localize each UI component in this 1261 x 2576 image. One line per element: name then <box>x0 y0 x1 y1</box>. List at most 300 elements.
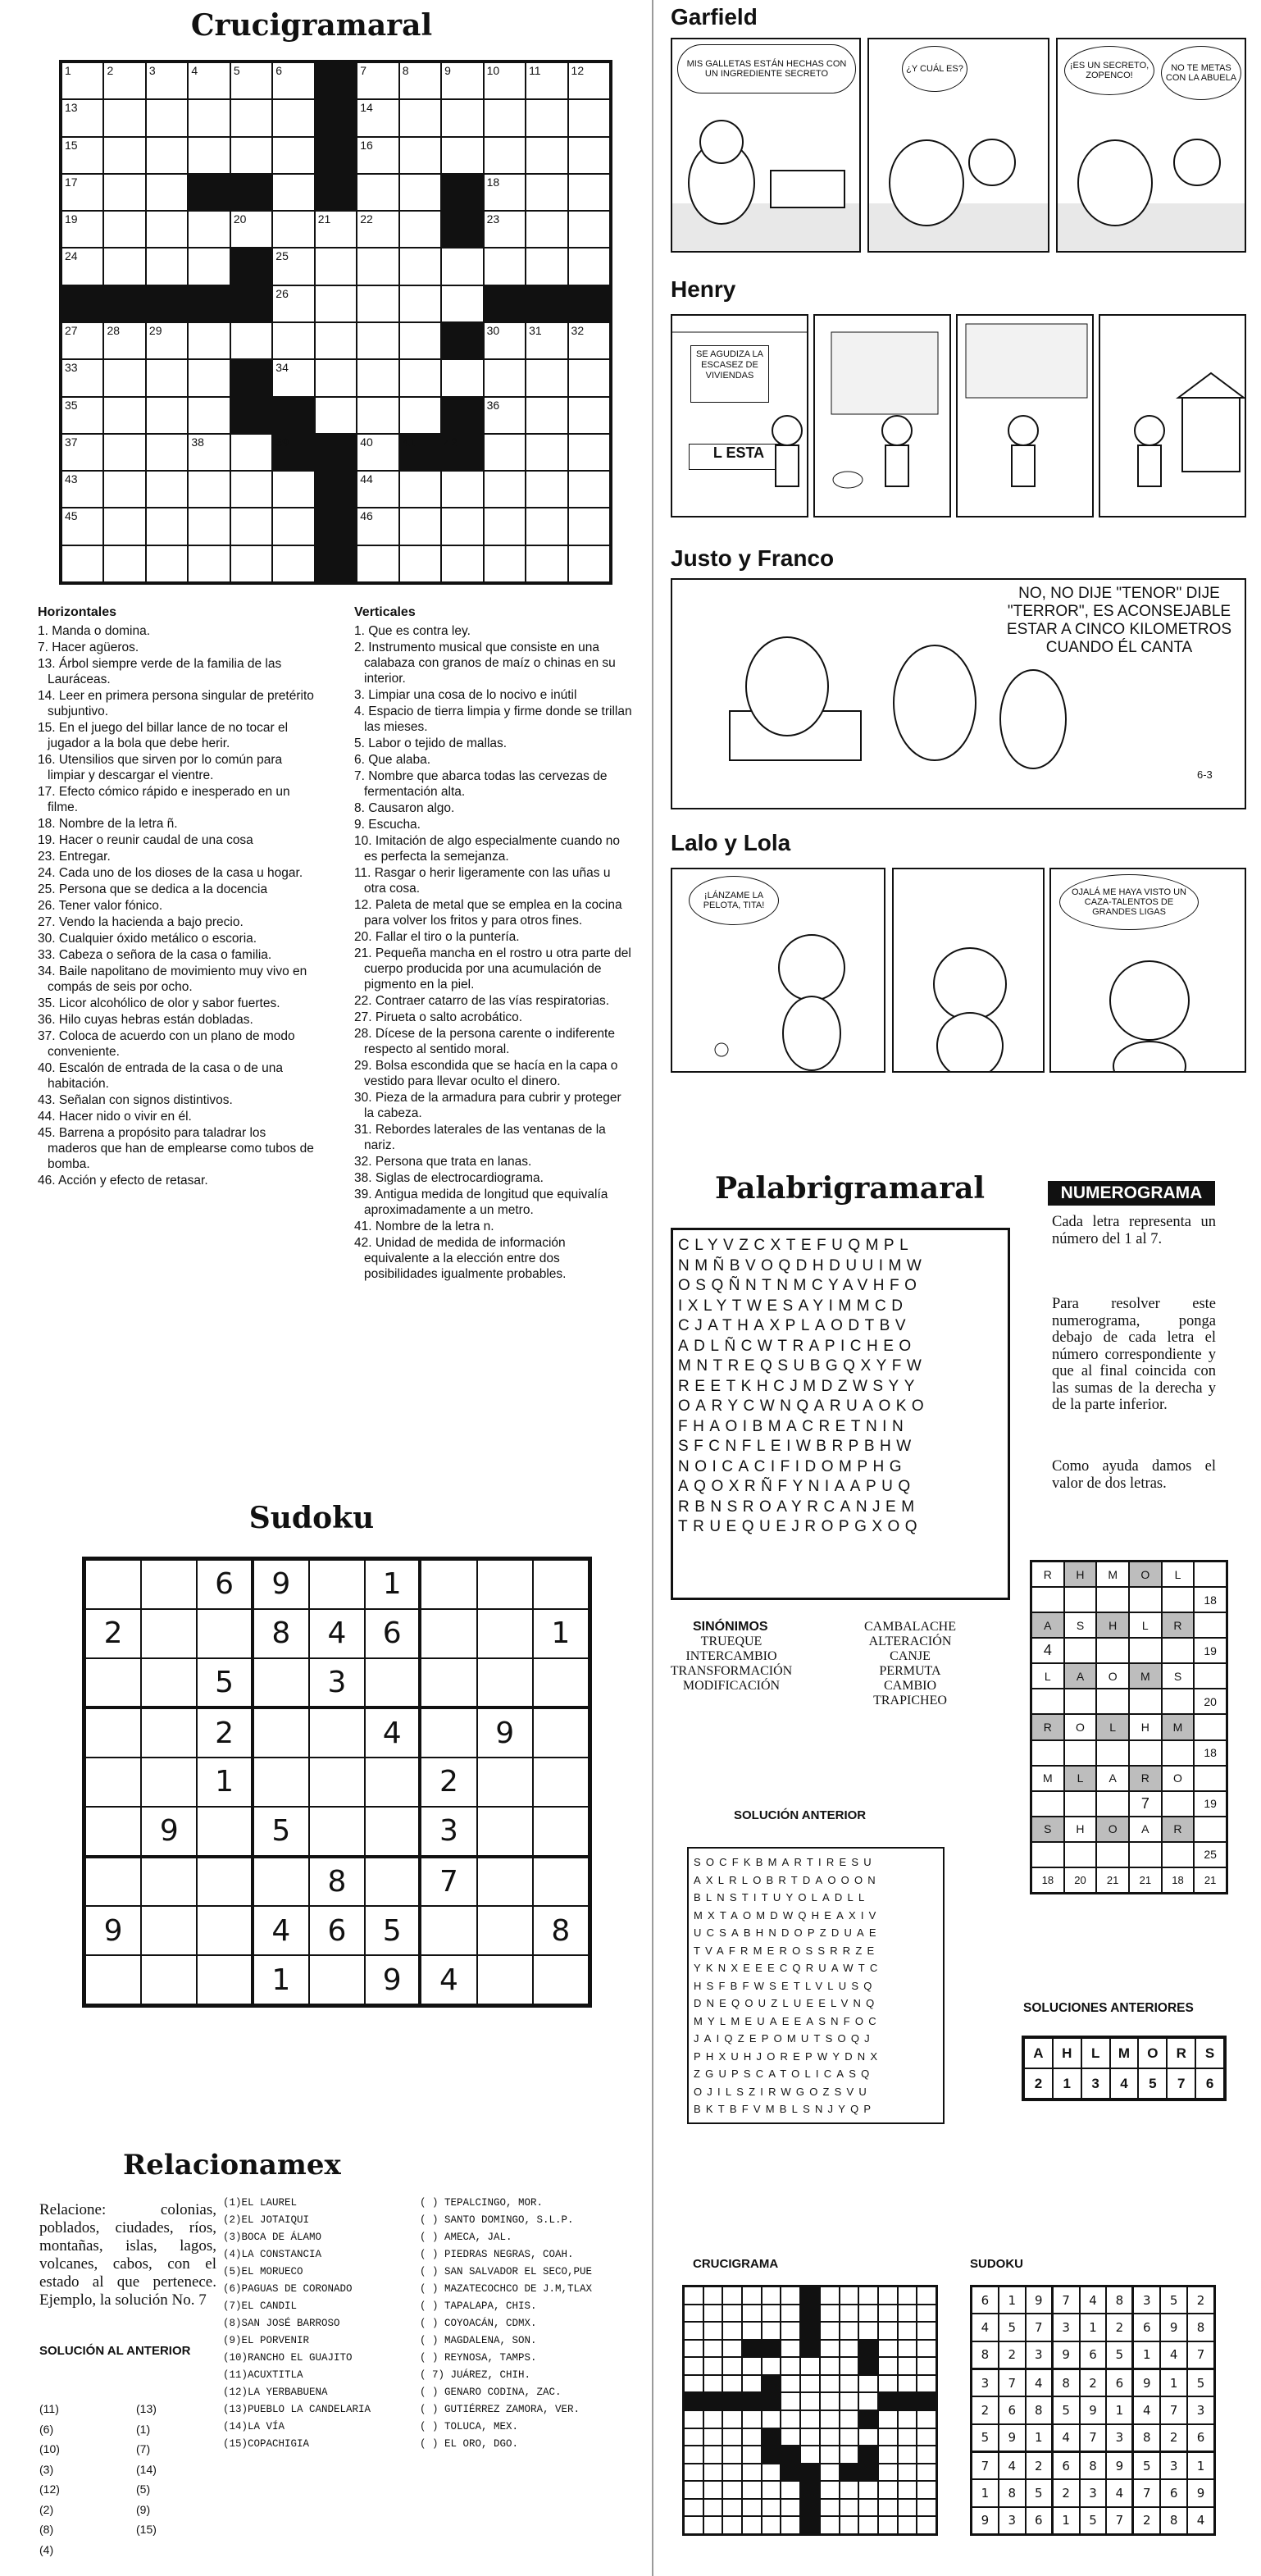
crossword-cell[interactable] <box>441 285 483 322</box>
sudoku-cell[interactable] <box>309 1708 365 1758</box>
crossword-cell[interactable] <box>526 434 567 471</box>
numerograma-answer-cell[interactable] <box>1162 1638 1195 1663</box>
crossword-cell[interactable] <box>526 359 567 396</box>
garfield-title: Garfield <box>671 4 758 30</box>
numerograma-answer-cell[interactable] <box>1162 1689 1195 1714</box>
numerograma-answer-cell[interactable] <box>1064 1689 1097 1714</box>
crossword-cell[interactable] <box>188 508 230 545</box>
crossword-cell[interactable] <box>441 99 483 136</box>
numerograma-answer-cell[interactable] <box>1162 1842 1195 1867</box>
crossword-cell <box>858 2286 878 2305</box>
crossword-cell[interactable] <box>230 137 272 174</box>
crossword-cell[interactable] <box>188 471 230 508</box>
crossword-cell[interactable] <box>484 359 526 396</box>
crossword-cell[interactable] <box>441 248 483 285</box>
numerograma-answer-cell[interactable] <box>1064 1791 1097 1817</box>
sudoku-cell[interactable] <box>141 1560 197 1609</box>
numerograma-answer-cell[interactable] <box>1031 1587 1064 1612</box>
numerograma-answer-cell[interactable] <box>1129 1689 1162 1714</box>
crossword-cell[interactable] <box>526 508 567 545</box>
garfield-drawing-2 <box>869 39 1049 253</box>
crossword-cell[interactable] <box>61 248 103 285</box>
crossword-cell[interactable] <box>441 508 483 545</box>
crossword-cell[interactable] <box>484 174 526 211</box>
crossword-cell[interactable] <box>188 322 230 359</box>
crossword-cell[interactable] <box>441 545 483 582</box>
crossword-cell[interactable] <box>146 211 188 248</box>
relacion-state[interactable]: ( ) TAPALAPA, CHIS. <box>420 2300 537 2312</box>
crossword-cell[interactable] <box>272 508 314 545</box>
crossword-cell[interactable] <box>399 137 441 174</box>
numerograma-answer-cell[interactable] <box>1129 1740 1162 1766</box>
sudoku-cell[interactable] <box>85 1955 141 2004</box>
crossword-cell[interactable] <box>357 508 398 545</box>
relacion-state[interactable]: ( ) TOLUCA, MEX. <box>420 2421 519 2432</box>
sudoku-cell[interactable] <box>533 1708 589 1758</box>
numerograma-answer-cell[interactable] <box>1129 1842 1162 1867</box>
crossword-black-cell <box>230 397 272 434</box>
relacion-state[interactable]: ( ) REYNOSA, TAMPS. <box>420 2352 537 2364</box>
crossword-grid[interactable] <box>59 60 612 585</box>
crossword-cell[interactable] <box>441 137 483 174</box>
crossword-cell[interactable] <box>103 471 145 508</box>
sudoku-cell[interactable] <box>477 1906 533 1955</box>
crossword-cell[interactable] <box>272 322 314 359</box>
sudoku-cell[interactable] <box>421 1906 476 1955</box>
crossword-cell[interactable] <box>399 285 441 322</box>
numerograma-answer-cell[interactable] <box>1064 1740 1097 1766</box>
clue-horizontal: 44. Hacer nido o vivir en él. <box>38 1110 192 1124</box>
crossword-cell[interactable] <box>357 471 398 508</box>
crossword-cell[interactable] <box>103 137 145 174</box>
sudoku-cell[interactable] <box>141 1906 197 1955</box>
crossword-black-cell <box>858 2340 878 2358</box>
sudoku-cell[interactable] <box>477 1807 533 1858</box>
crossword-cell <box>820 2375 840 2393</box>
crossword-cell <box>722 2428 742 2446</box>
crossword-cell[interactable] <box>272 359 314 396</box>
crossword-cell[interactable] <box>61 434 103 471</box>
crossword-cell[interactable] <box>526 211 567 248</box>
sudoku-cell[interactable] <box>85 1858 141 1907</box>
sudoku-cell[interactable] <box>533 1658 589 1709</box>
relacion-state[interactable]: ( ) TEPALCINGO, MOR. <box>420 2197 544 2209</box>
numerograma-answer-cell[interactable] <box>1031 1740 1064 1766</box>
crossword-cell[interactable] <box>188 99 230 136</box>
crossword-cell[interactable] <box>61 545 103 582</box>
crossword-cell[interactable] <box>399 545 441 582</box>
relacion-state[interactable]: ( ) EL ORO, DGO. <box>420 2438 519 2450</box>
crossword-cell[interactable] <box>399 508 441 545</box>
clue-vertical: 2. Instrumento musical que consiste en una calabaza con granos de maíz o chinas en su interior. <box>354 641 616 686</box>
crossword-cell[interactable] <box>188 545 230 582</box>
numerograma-answer-cell[interactable] <box>1096 1638 1129 1663</box>
crossword-cell[interactable] <box>357 545 398 582</box>
crossword-black-cell <box>762 2340 781 2358</box>
sudoku-cell[interactable] <box>477 1609 533 1658</box>
relacion-state[interactable]: ( ) SANTO DOMINGO, S.L.P. <box>420 2214 574 2226</box>
crossword-cell[interactable] <box>61 397 103 434</box>
numerograma-letter: H <box>1129 1714 1162 1739</box>
crossword-cell[interactable] <box>441 62 483 99</box>
crossword-cell[interactable] <box>188 211 230 248</box>
sudoku-cell[interactable] <box>309 1560 365 1609</box>
crossword-cell[interactable] <box>272 285 314 322</box>
previous-word-search <box>687 1847 945 2124</box>
crossword-cell[interactable] <box>315 248 357 285</box>
numerograma-answer-cell[interactable] <box>1096 1587 1129 1612</box>
sudoku-cell[interactable] <box>197 1955 253 2004</box>
garfield-panel-3 <box>1056 38 1246 253</box>
crossword-cell[interactable] <box>103 248 145 285</box>
relacion-state[interactable]: ( ) COYOACÁN, CDMX. <box>420 2318 537 2329</box>
crossword-cell[interactable] <box>61 174 103 211</box>
sudoku-solution-cell: 6 <box>972 2286 999 2314</box>
crossword-cell[interactable] <box>188 137 230 174</box>
crossword-cell[interactable] <box>568 137 610 174</box>
crossword-black-cell <box>315 137 357 174</box>
sudoku-cell[interactable] <box>141 1955 197 2004</box>
crossword-cell[interactable] <box>272 99 314 136</box>
crossword-cell[interactable] <box>146 62 188 99</box>
sudoku-cell[interactable] <box>85 1560 141 1609</box>
sudoku-cell[interactable] <box>533 1758 589 1807</box>
crossword-cell[interactable] <box>146 359 188 396</box>
crossword-cell[interactable] <box>484 434 526 471</box>
crossword-cell[interactable] <box>146 545 188 582</box>
crossword-cell[interactable] <box>272 545 314 582</box>
relacion-state[interactable]: ( ) PIEDRAS NEGRAS, COAH. <box>420 2249 574 2260</box>
crossword-cell[interactable] <box>399 174 441 211</box>
crossword-cell[interactable] <box>399 211 441 248</box>
crossword-cell[interactable] <box>357 174 398 211</box>
crossword-cell[interactable] <box>568 248 610 285</box>
crossword-cell[interactable] <box>357 62 398 99</box>
sudoku-cell[interactable] <box>141 1858 197 1907</box>
crossword-cell[interactable] <box>146 99 188 136</box>
crossword-cell[interactable] <box>526 397 567 434</box>
numerograma-grid[interactable] <box>1030 1560 1228 1894</box>
crossword-cell[interactable] <box>568 508 610 545</box>
numerograma-answer-cell[interactable] <box>1031 1842 1064 1867</box>
crossword-cell[interactable] <box>315 322 357 359</box>
crossword-cell[interactable] <box>399 322 441 359</box>
numerograma-answer-cell[interactable] <box>1064 1587 1097 1612</box>
crossword-cell[interactable] <box>357 397 398 434</box>
crossword-cell[interactable] <box>441 359 483 396</box>
sudoku-cell[interactable] <box>365 1758 421 1807</box>
crossword-cell <box>781 2392 800 2410</box>
crossword-cell[interactable] <box>568 99 610 136</box>
crossword-cell[interactable] <box>399 397 441 434</box>
crossword-cell[interactable] <box>526 322 567 359</box>
sudoku-cell: 2 <box>197 1708 253 1758</box>
numerograma-letter: R <box>1129 1766 1162 1791</box>
crossword-cell[interactable] <box>146 137 188 174</box>
crossword-cell[interactable] <box>230 322 272 359</box>
sudoku-cell[interactable] <box>533 1807 589 1858</box>
crossword-cell[interactable] <box>357 248 398 285</box>
sudoku-cell[interactable] <box>533 1955 589 2004</box>
crossword-cell[interactable] <box>230 471 272 508</box>
crossword-cell <box>917 2357 936 2375</box>
crossword-cell[interactable] <box>188 397 230 434</box>
crossword-cell <box>820 2340 840 2358</box>
sudoku-cell[interactable] <box>141 1609 197 1658</box>
crossword-cell[interactable] <box>188 248 230 285</box>
sudoku-cell[interactable] <box>533 1858 589 1907</box>
crossword-cell[interactable] <box>357 137 398 174</box>
sudoku-cell[interactable] <box>309 1758 365 1807</box>
sudoku-cell[interactable] <box>253 1708 309 1758</box>
sudoku-cell[interactable] <box>421 1708 476 1758</box>
crossword-cell[interactable] <box>399 359 441 396</box>
solution-entry: (15) <box>136 2523 157 2536</box>
sudoku-cell[interactable] <box>421 1609 476 1658</box>
numerograma-column-sum: 20 <box>1064 1867 1097 1893</box>
numerograma-answer-cell[interactable] <box>1096 1791 1129 1817</box>
relacion-state[interactable]: ( ) GUTIÉRREZ ZAMORA, VER. <box>420 2404 580 2415</box>
crossword-cell[interactable] <box>526 62 567 99</box>
crossword-cell[interactable] <box>103 359 145 396</box>
crossword-cell[interactable] <box>272 137 314 174</box>
crossword-cell[interactable] <box>188 434 230 471</box>
sudoku-cell[interactable] <box>85 1758 141 1807</box>
crossword-cell[interactable] <box>188 62 230 99</box>
crossword-cell[interactable] <box>484 99 526 136</box>
sudoku-cell[interactable] <box>197 1858 253 1907</box>
crossword-cell[interactable] <box>103 322 145 359</box>
crossword-cell[interactable] <box>441 471 483 508</box>
clue-number: 30 <box>486 323 500 337</box>
crossword-cell[interactable] <box>568 211 610 248</box>
crossword-cell <box>898 2305 917 2323</box>
crossword-cell[interactable] <box>61 322 103 359</box>
sudoku-cell[interactable] <box>85 1658 141 1709</box>
relacion-state[interactable]: ( ) MAZATECOCHCO DE J.M,TLAX <box>420 2283 593 2295</box>
crossword-cell[interactable] <box>146 174 188 211</box>
sudoku-cell[interactable] <box>253 1858 309 1907</box>
crossword-cell[interactable] <box>357 359 398 396</box>
crossword-cell[interactable] <box>568 174 610 211</box>
sudoku-cell[interactable] <box>197 1609 253 1658</box>
sudoku-cell: 4 <box>253 1906 309 1955</box>
crossword-cell[interactable] <box>188 359 230 396</box>
numerograma-answer-cell[interactable] <box>1031 1791 1064 1817</box>
sudoku-cell[interactable] <box>197 1906 253 1955</box>
crossword-black-cell <box>441 434 483 471</box>
crossword-cell[interactable] <box>146 397 188 434</box>
crossword-cell[interactable] <box>315 397 357 434</box>
numerograma-answer-cell[interactable] <box>1096 1842 1129 1867</box>
crossword-cell[interactable] <box>61 508 103 545</box>
sudoku-cell[interactable] <box>197 1807 253 1858</box>
crossword-cell[interactable] <box>357 322 398 359</box>
sudoku-cell[interactable] <box>253 1758 309 1807</box>
crossword-cell[interactable] <box>526 99 567 136</box>
crossword-cell[interactable] <box>230 545 272 582</box>
crossword-cell[interactable] <box>315 285 357 322</box>
sudoku-cell: 2 <box>85 1609 141 1658</box>
relacion-state[interactable]: ( ) GENARO CODINA, ZAC. <box>420 2387 562 2398</box>
crossword-cell[interactable] <box>103 211 145 248</box>
crossword-cell[interactable] <box>61 62 103 99</box>
crossword-cell[interactable] <box>484 397 526 434</box>
crossword-cell[interactable] <box>103 508 145 545</box>
crossword-black-cell <box>898 2392 917 2410</box>
crossword-cell[interactable] <box>568 471 610 508</box>
sudoku-cell[interactable] <box>85 1708 141 1758</box>
crossword-cell[interactable] <box>146 508 188 545</box>
sudoku-title: Sudoku <box>248 1501 375 1535</box>
numerograma-answer-cell[interactable] <box>1031 1689 1064 1714</box>
crossword-cell[interactable] <box>526 248 567 285</box>
crossword-cell[interactable] <box>146 322 188 359</box>
crossword-cell[interactable] <box>568 434 610 471</box>
crossword-cell[interactable] <box>272 248 314 285</box>
crossword-cell[interactable] <box>526 137 567 174</box>
sudoku-cell[interactable] <box>85 1807 141 1858</box>
crossword-black-cell <box>878 2392 898 2410</box>
crossword-cell[interactable] <box>568 545 610 582</box>
relacion-state[interactable]: ( ) MAGDALENA, SON. <box>420 2335 537 2346</box>
crossword-cell[interactable] <box>484 545 526 582</box>
crossword-cell[interactable] <box>230 99 272 136</box>
relacionamex-states <box>420 2195 592 2453</box>
sudoku-cell[interactable] <box>141 1708 197 1758</box>
crossword-cell[interactable] <box>399 99 441 136</box>
crossword-cell[interactable] <box>357 211 398 248</box>
sudoku-cell[interactable] <box>309 1955 365 2004</box>
sudoku-cell[interactable] <box>533 1560 589 1609</box>
crossword-cell <box>878 2464 898 2482</box>
sudoku-cell[interactable] <box>421 1560 476 1609</box>
crossword-cell[interactable] <box>526 545 567 582</box>
crossword-cell[interactable] <box>103 545 145 582</box>
crossword-cell[interactable] <box>357 434 398 471</box>
sudoku-cell[interactable] <box>309 1807 365 1858</box>
sudoku-cell[interactable] <box>477 1858 533 1907</box>
crossword-cell[interactable] <box>272 62 314 99</box>
numerograma-answer-cell[interactable] <box>1096 1689 1129 1714</box>
crossword-cell <box>742 2446 762 2464</box>
numerograma-answer-cell[interactable] <box>1064 1842 1097 1867</box>
crossword-cell[interactable] <box>230 211 272 248</box>
crossword-cell[interactable] <box>61 211 103 248</box>
crossword-cell[interactable] <box>61 471 103 508</box>
crossword-cell <box>820 2499 840 2517</box>
relacionamex-solution-b <box>136 2399 157 2540</box>
sudoku-cell[interactable] <box>141 1658 197 1709</box>
crossword-cell[interactable] <box>103 174 145 211</box>
sudoku-cell[interactable] <box>141 1758 197 1807</box>
crossword-cell[interactable] <box>484 137 526 174</box>
sudoku-cell[interactable] <box>477 1758 533 1807</box>
sudoku-cell[interactable] <box>365 1658 421 1709</box>
sudoku-cell[interactable] <box>253 1658 309 1709</box>
sudoku-cell[interactable] <box>365 1858 421 1907</box>
crossword-cell[interactable] <box>272 174 314 211</box>
crossword-cell[interactable] <box>103 434 145 471</box>
numerograma-answer-cell[interactable] <box>1162 1791 1195 1817</box>
crossword-cell[interactable] <box>568 397 610 434</box>
crossword-cell[interactable] <box>61 99 103 136</box>
numerograma-answer-cell[interactable] <box>1162 1587 1195 1612</box>
sudoku-cell[interactable] <box>477 1955 533 2004</box>
crossword-cell[interactable] <box>357 99 398 136</box>
crossword-cell[interactable] <box>484 62 526 99</box>
sudoku-solution-grid <box>970 2285 1216 2536</box>
crossword-cell[interactable] <box>315 359 357 396</box>
crossword-cell[interactable] <box>568 62 610 99</box>
crossword-cell[interactable] <box>484 211 526 248</box>
crossword-cell[interactable] <box>146 434 188 471</box>
crossword-cell[interactable] <box>103 62 145 99</box>
crossword-cell[interactable] <box>399 248 441 285</box>
crossword-cell[interactable] <box>399 471 441 508</box>
crossword-cell[interactable] <box>484 248 526 285</box>
numerograma-answer-cell[interactable] <box>1129 1638 1162 1663</box>
crossword-cell[interactable] <box>146 248 188 285</box>
crossword-cell[interactable] <box>103 397 145 434</box>
sudoku-cell[interactable] <box>477 1560 533 1609</box>
crossword-cell[interactable] <box>230 508 272 545</box>
crossword-cell[interactable] <box>357 285 398 322</box>
word-search-grid[interactable] <box>671 1228 1010 1600</box>
crossword-cell[interactable] <box>484 508 526 545</box>
numerograma-answer-cell[interactable] <box>1129 1587 1162 1612</box>
crossword-cell[interactable] <box>61 137 103 174</box>
crossword-cell[interactable] <box>146 471 188 508</box>
crossword-black-cell <box>315 471 357 508</box>
solution-entry: (8) <box>39 2523 54 2536</box>
crossword-black-cell <box>917 2392 936 2410</box>
numerograma-answer-cell[interactable] <box>1096 1740 1129 1766</box>
crossword-cell[interactable] <box>526 471 567 508</box>
crossword-cell[interactable] <box>315 211 357 248</box>
sudoku-cell[interactable] <box>421 1658 476 1709</box>
crossword-cell[interactable] <box>230 434 272 471</box>
numerograma-solution <box>1022 2036 1227 2101</box>
crossword-cell[interactable] <box>272 211 314 248</box>
crossword-cell[interactable] <box>272 471 314 508</box>
relacionamex-title: Relacionamex <box>123 2149 341 2182</box>
numerograma-answer-cell[interactable] <box>1064 1638 1097 1663</box>
crossword-cell[interactable] <box>103 99 145 136</box>
relacion-state[interactable]: ( ) SAN SALVADOR EL SECO,PUE <box>420 2266 593 2277</box>
relacion-state[interactable]: ( 7) JUÁREZ, CHIH. <box>420 2369 531 2381</box>
crossword-cell[interactable] <box>399 62 441 99</box>
sudoku-solution-cell: 2 <box>1053 2479 1080 2506</box>
numerograma-row-sum: 20 <box>1194 1689 1227 1714</box>
crossword-cell[interactable] <box>230 62 272 99</box>
relacion-state[interactable]: ( ) AMECA, JAL. <box>420 2232 512 2243</box>
sudoku-solution-cell: 2 <box>1187 2286 1214 2314</box>
clue-vertical: 38. Siglas de electrocardiograma. <box>354 1171 544 1185</box>
crossword-cell[interactable] <box>484 471 526 508</box>
sudoku-cell[interactable] <box>365 1807 421 1858</box>
crossword-cell[interactable] <box>484 322 526 359</box>
crossword-cell[interactable] <box>568 322 610 359</box>
sudoku-grid[interactable] <box>82 1557 592 2008</box>
crossword-cell[interactable] <box>61 359 103 396</box>
numerograma-answer-cell[interactable] <box>1162 1740 1195 1766</box>
crossword-cell[interactable] <box>526 174 567 211</box>
numerograma-letter: M <box>1129 1663 1162 1689</box>
crossword-cell <box>878 2322 898 2340</box>
crossword-cell[interactable] <box>568 359 610 396</box>
sudoku-cell[interactable] <box>477 1658 533 1709</box>
